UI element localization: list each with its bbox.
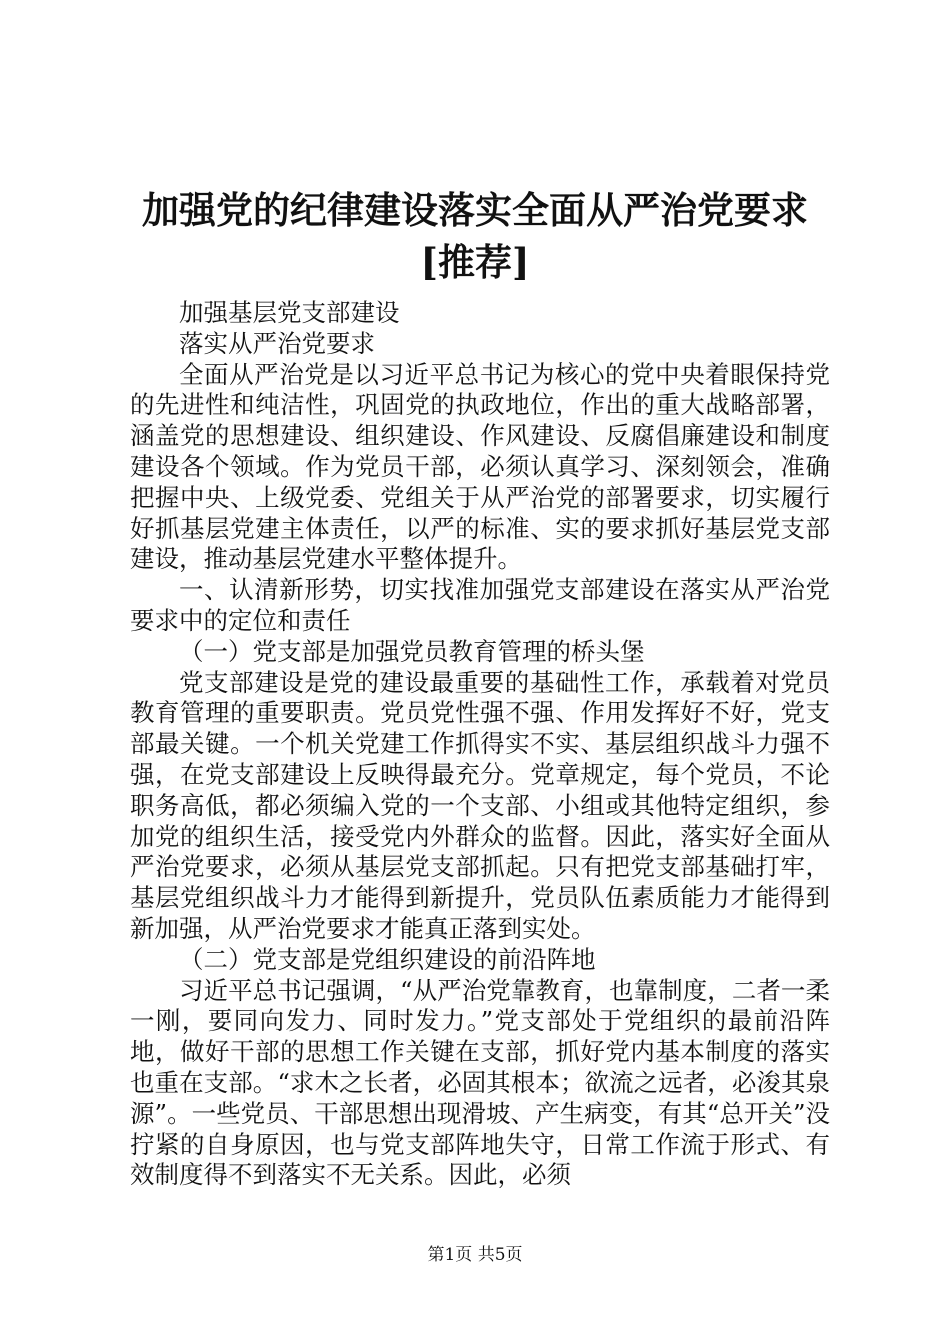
document-body — [130, 298, 830, 1191]
subsection-heading: （一）党支部是加强党员教育管理的桥头堡 — [179, 636, 645, 666]
paragraph: 习近平总书记强调，“从严治党靠教育，也靠制度，二者一柔一刚，要同向发力、同时发力。”党支部处于党组织的最前沿阵地，做好干部的思想工作关键在支部，抓好党内基本制度的落实也重在支部。“求木之长者，必固其根本；欲流之远者，必浚其泉源”。一些党员、干部思想出现滑坡、产生病变，有其“总开关”没拧紧的自身原因，也与党支部阵地失守，日常工作流于形式、有效制度得不到落实不无关系。因此，必须 — [130, 975, 830, 1190]
document-title: 加强党的纪律建设落实全面从严治党要求[推荐] — [142, 188, 808, 284]
subsection-heading: （二）党支部是党组织建设的前沿阵地 — [179, 944, 596, 974]
paragraph: 加强基层党支部建设 — [179, 298, 400, 327]
page-footer: 第1页 共5页 — [427, 1245, 523, 1265]
paragraph: 党支部建设是党的建设最重要的基础性工作，承载着对党员教育管理的重要职责。党员党性强不强、作用发挥好不好，党支部最关键。一个机关党建工作抓得实不实、基层组织战斗力强不强，在党支部建设上反映得最充分。党章规定，每个党员，不论职务高低，都必须编入党的一个支部、小组或其他特定组织，参加党的组织生活，接受党内外群众的监督。因此，落实好全面从严治党要求，必须从基层党支部抓起。只有把党支部基础打牢，基层党组织战斗力才能得到新提升，党员队伍素质能力才能得到新加强，从严治党要求才能真正落到实处。 — [130, 667, 830, 943]
paragraph: 落实从严治党要求 — [179, 328, 375, 358]
section-heading: 一、认清新形势，切实找准加强党支部建设在落实从严治党要求中的定位和责任 — [130, 575, 830, 635]
paragraph: 全面从严治党是以习近平总书记为核心的党中央着眼保持党的先进性和纯洁性，巩固党的执政地位，作出的重大战略部署，涵盖党的思想建设、组织建设、作风建设、反腐倡廉建设和制度建设各个领域。作为党员干部，必须认真学习、深刻领会，准确把握中央、上级党委、党组关于从严治党的部署要求，切实履行好抓基层党建主体责任，以严的标准、实的要求抓好基层党支部建设，推动基层党建水平整体提升。 — [130, 359, 830, 574]
